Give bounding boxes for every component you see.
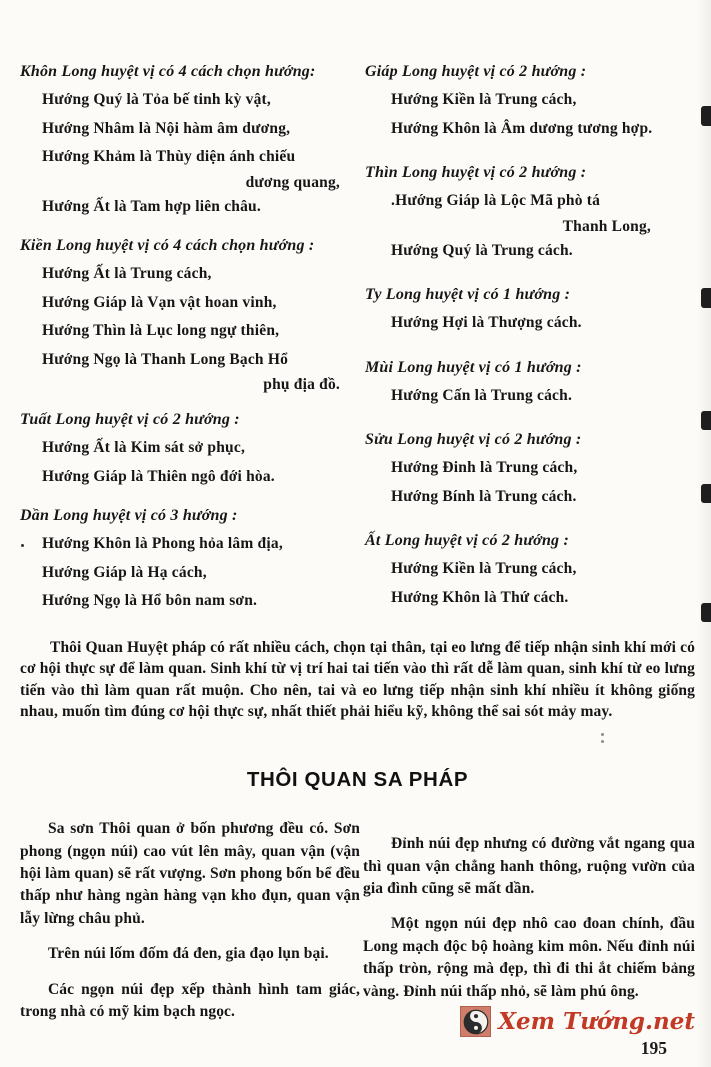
direction-entry: Hướng Ất là Kim sát sở phục,	[42, 439, 246, 456]
scan-artifact	[701, 411, 711, 430]
direction-entry: Hướng Khảm là Thùy diện ánh chiếu	[42, 148, 296, 165]
scan-artifact	[701, 288, 711, 308]
long-section	[20, 406, 360, 491]
long-heading: Kiền Long huyệt vị có 4 cách chọn hướng :	[20, 237, 315, 254]
paragraph: Các ngọn núi đẹp xếp thành hình tam giác, trong nhà có mỹ kim bạch ngọc.	[20, 980, 360, 1021]
long-section	[365, 527, 695, 612]
long-heading: Ất Long huyệt vị có 2 hướng :	[365, 532, 569, 549]
long-heading: Ty Long huyệt vị có 1 hướng :	[365, 286, 571, 303]
direction-entry: Hướng Khôn là Thứ cách.	[391, 588, 569, 606]
long-section	[20, 232, 360, 395]
long-section	[365, 281, 695, 338]
direction-entry: Hướng Giáp là Hạ cách,	[42, 563, 207, 581]
direction-entry: Hướng Bính là Trung cách.	[391, 487, 577, 505]
site-logo-text: Xem Tướng.net	[498, 1008, 695, 1035]
long-heading: Khôn Long huyệt vị có 4 cách chọn hướng:	[20, 63, 316, 80]
long-section	[365, 354, 695, 411]
bottom-left-column	[20, 818, 360, 1036]
page-footer	[460, 1006, 695, 1059]
site-logo[interactable]	[460, 1006, 695, 1037]
long-section	[365, 159, 695, 265]
direction-entry: Hướng Thìn là Lục long ngự thiên,	[42, 322, 280, 339]
direction-entry-continuation: dương quang,	[245, 173, 340, 191]
long-section	[365, 426, 695, 511]
direction-entry: Hướng Quý là Trung cách.	[391, 241, 573, 259]
section-body	[20, 818, 695, 1036]
long-section	[20, 502, 360, 616]
yin-yang-icon	[460, 1006, 491, 1037]
long-section	[365, 58, 695, 143]
paragraph: Sa sơn Thôi quan ở bốn phương đều có. Sơn phong (ngọn núi) cao vút lên mây, quan vận (vận hội làm quan) sẽ rất vượng. Sơn phong bốn bể đều thấp như hàng ngàn hàng vạn kho đụn, quan vận lẫy lừng châu phủ.	[20, 820, 360, 927]
direction-entry-continuation: Thanh Long,	[562, 217, 651, 235]
closing-paragraph: Thôi Quan Huyệt pháp có rất nhiều cách, chọn tại thân, tại eo lưng để tiếp nhận sinh khí mới có cơ hội thực sự để làm quan. Sinh khí từ vị trí hai tai tiến vào thì rất dễ làm quan, sinh khí từ eo lưng tiến vào thì làm quan rất muộn. Cho nên, tai và eo lưng tiếp nhận sinh khí nhiều ít không giống nhau, muốn tìm đúng cơ hội thực sự, nhất thiết phải hiểu kỹ, không thể sai sót mảy may.	[20, 639, 695, 720]
direction-entry: Hướng Nhâm là Nội hàm âm dương,	[42, 119, 291, 137]
direction-entry: Hướng Ngọ là Thanh Long Bạch Hổ	[42, 350, 289, 368]
long-section	[20, 58, 360, 221]
direction-lists	[20, 58, 695, 628]
direction-entry: Hướng Cấn là Trung cách.	[391, 386, 573, 404]
direction-entry: Hướng Giáp là Vạn vật hoan vinh,	[42, 293, 277, 311]
direction-entry: Hướng Ất là Trung cách,	[42, 265, 212, 282]
paragraph: Một ngọn núi đẹp nhô cao đoan chính, đầu Long mạch độc bộ hoàng kim môn. Nếu đỉnh núi thấp tròn, rộng mà đẹp, thì đi thi ắt chiếm bảng vàng. Đỉnh núi thấp nhỏ, sẽ làm phú ông.	[363, 915, 695, 1000]
page-number: 195	[640, 1038, 667, 1058]
direction-entry: Hướng Hợi là Thượng cách.	[391, 314, 582, 331]
long-heading: Dần Long huyệt vị có 3 hướng :	[20, 507, 238, 524]
long-heading: Giáp Long huyệt vị có 2 hướng :	[365, 63, 587, 80]
direction-entry-continuation: phụ địa đồ.	[263, 376, 340, 393]
long-heading: Tuất Long huyệt vị có 2 hướng :	[20, 411, 240, 428]
direction-entry: Hướng Kiền là Trung cách,	[391, 91, 577, 108]
direction-entry: Hướng Giáp là Thiên ngô đới hòa.	[42, 467, 275, 485]
long-heading: Thìn Long huyệt vị có 2 hướng :	[365, 164, 587, 181]
direction-entry: Hướng Kiền là Trung cách,	[391, 560, 577, 577]
paragraph: Đỉnh núi đẹp nhưng có đường vắt ngang qua thì quan vận chẳng hanh thông, ruộng vườn của gia đình cũng sẽ mất dần.	[363, 835, 695, 897]
section-title: THÔI QUAN SA PHÁP	[246, 768, 469, 792]
direction-entry: Hướng Quý là Tỏa bế tinh kỳ vật,	[42, 91, 271, 108]
scan-artifact	[701, 603, 711, 622]
direction-entry: Hướng Ngọ là Hổ bôn nam sơn.	[42, 592, 258, 609]
direction-entry: .Hướng Giáp là Lộc Mã phò tá	[391, 192, 601, 209]
bottom-right-column	[363, 818, 695, 1036]
direction-entry: Hướng Khôn là Phong hỏa lâm địa,	[20, 530, 360, 559]
long-heading: Mùi Long huyệt vị có 1 hướng :	[365, 358, 582, 376]
direction-entry: Hướng Ất là Tam hợp liên châu.	[42, 197, 261, 215]
direction-entry: Hướng Đinh là Trung cách,	[391, 459, 578, 476]
long-heading: Sửu Long huyệt vị có 2 hướng :	[365, 431, 582, 448]
scan-noise	[601, 733, 604, 736]
top-right-column	[365, 58, 695, 628]
top-left-column	[20, 58, 360, 628]
direction-entry: Hướng Khôn là Âm dương tương hợp.	[391, 119, 653, 137]
scan-artifact	[701, 484, 711, 503]
scan-artifact	[701, 106, 711, 126]
paragraph: Trên núi lốm đốm đá đen, gia đạo lụn bại.	[48, 945, 329, 963]
